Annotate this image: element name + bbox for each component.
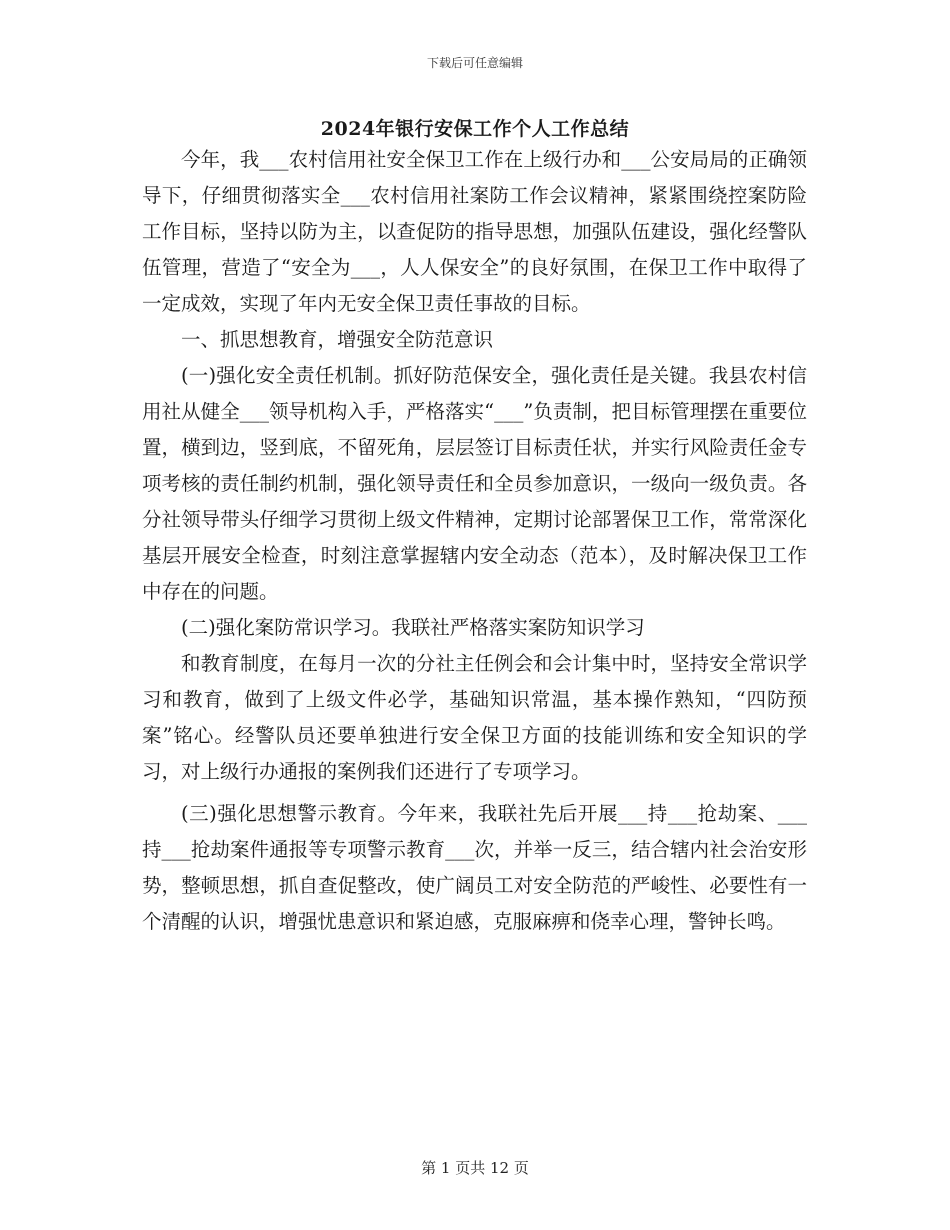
document-body xyxy=(142,142,807,940)
paragraph-study-body: 和教育制度，在每月一次的分社主任例会和会计集中时，坚持安全常识学习和教育，做到了上级文件必学，基础知识常温，基本操作熟知，“四防预案”铭心。经警队员还要单独进行安全保卫方面的技能训练和安全知识的学习，对上级行办通报的案例我们还进行了专项学习。 xyxy=(142,652,807,783)
page-number: 第 1 页共 12 页 xyxy=(421,1159,529,1177)
section-heading-1: 一、抓思想教育，增强安全防范意识 xyxy=(181,328,494,351)
paragraph-responsibility: (一)强化安全责任机制。抓好防范保安全，强化责任是关键。我县农村信用社从健全___领导机构入手，严格落实“___”负责制，把目标管理摆在重要位置，横到边，竖到底，不留死角，层层签订目标责任状，并实行风险责任金专项考核的责任制约机制，强化领导责任和全员参加意识，一级向一级负责。各分社领导带头仔细学习贯彻上级文件精神，定期讨论部署保卫工作，常常深化基层开展安全检查，时刻注意掌握辖内安全动态（范本），及时解决保卫工作中存在的问题。 xyxy=(142,364,807,603)
paragraph-study-heading: (二)强化案防常识学习。我联社严格落实案防知识学习 xyxy=(181,616,645,639)
paragraph-warning-education: (三)强化思想警示教育。今年来，我联社先后开展___持___抢劫案、___持___抢劫案件通报等专项警示教育___次，并举一反三，结合辖内社会治安形势，整顿思想，抓自查促整改，使广阔员工对安全防范的严峻性、必要性有一个清醒的认识，增强忧患意识和紧迫感，克服麻痹和侥幸心理，警钟长鸣。 xyxy=(142,802,807,933)
page-header-note: 下载后可任意编辑 xyxy=(426,56,523,70)
document-title: 2024年银行安保工作个人工作总结 xyxy=(320,118,630,140)
paragraph-intro: 今年，我___农村信用社安全保卫工作在上级行办和___公安局局的正确领导下，仔细贯彻落实全___农村信用社案防工作会议精神，紧紧围绕控案防险工作目标，坚持以防为主，以查促防的指导思想，加强队伍建设，强化经警队伍管理，营造了“安全为___，人人保安全”的良好氛围，在保卫工作中取得了一定成效，实现了年内无安全保卫责任事故的目标。 xyxy=(142,148,807,315)
